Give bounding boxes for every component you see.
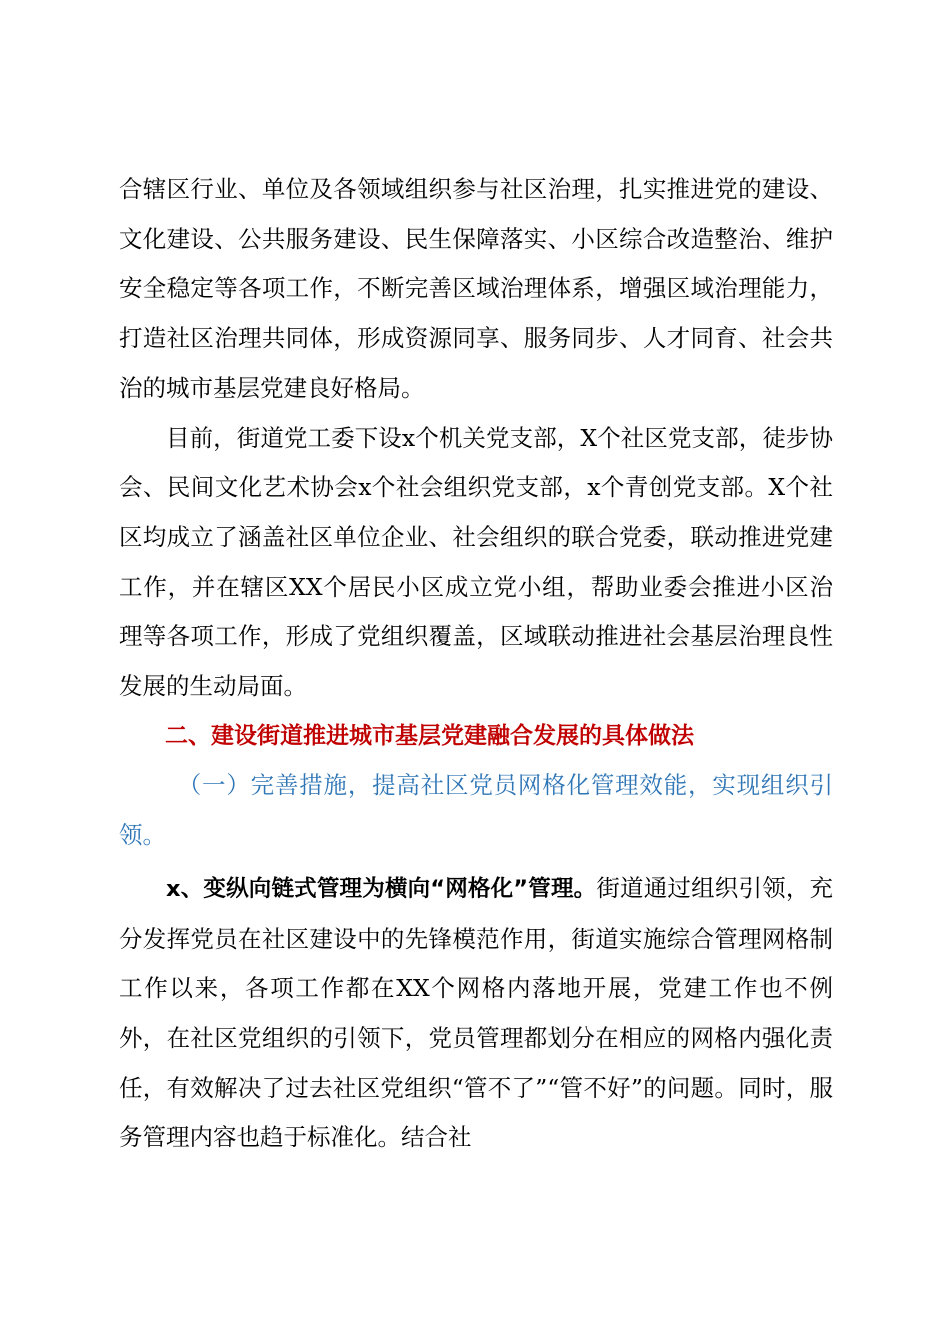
- section-heading-2: 二、建设街道推进城市基层党建融合发展的具体做法: [165, 722, 694, 749]
- paragraph-current-status: 目前，街道党工委下设x个机关党支部，X个社区党支部，徒步协会、民间文化艺术协会x个社会组织党支部，x个青创党支部。X个社区均成立了涵盖社区单位企业、社会组织的联合党委，联动推进党建工作，并在辖区XX个居民小区成立党小组，帮助业委会推进小区治理等各项工作，形成了党组织覆盖，区域联动推进社会基层治理良性发展的生动局面。: [119, 423, 833, 701]
- subsection-heading-1: （一）完善措施，提高社区党员网格化管理效能，实现组织引领。: [119, 771, 833, 850]
- paragraph-body-text: 街道通过组织引领，充分发挥党员在社区建设中的先锋模范作用，街道实施综合管理网格制工作以来，各项工作都在XX个网格内落地开展，党建工作也不例外，在社区党组织的引领下，党员管理都划分在相应的网格内强化责任，有效解决了过去社区党组织“管不了”“管不好”的问题。同时，服务管理内容也趋于标准化。结合社: [119, 873, 834, 1152]
- paragraph-lead-title: x、变纵向链式管理为横向“网格化”管理。: [166, 875, 597, 902]
- paragraph-continuation: 合辖区行业、单位及各领域组织参与社区治理，扎实推进党的建设、文化建设、公共服务建设、民生保障落实、小区综合改造整治、维护安全稳定等各项工作，不断完善区域治理体系，增强区域治理能力，打造社区治理共同体，形成资源同享、服务同步、人才同育、社会共治的城市基层党建良好格局。: [119, 175, 833, 402]
- document-body: [119, 165, 833, 1163]
- paragraph-grid-management: [119, 864, 833, 1163]
